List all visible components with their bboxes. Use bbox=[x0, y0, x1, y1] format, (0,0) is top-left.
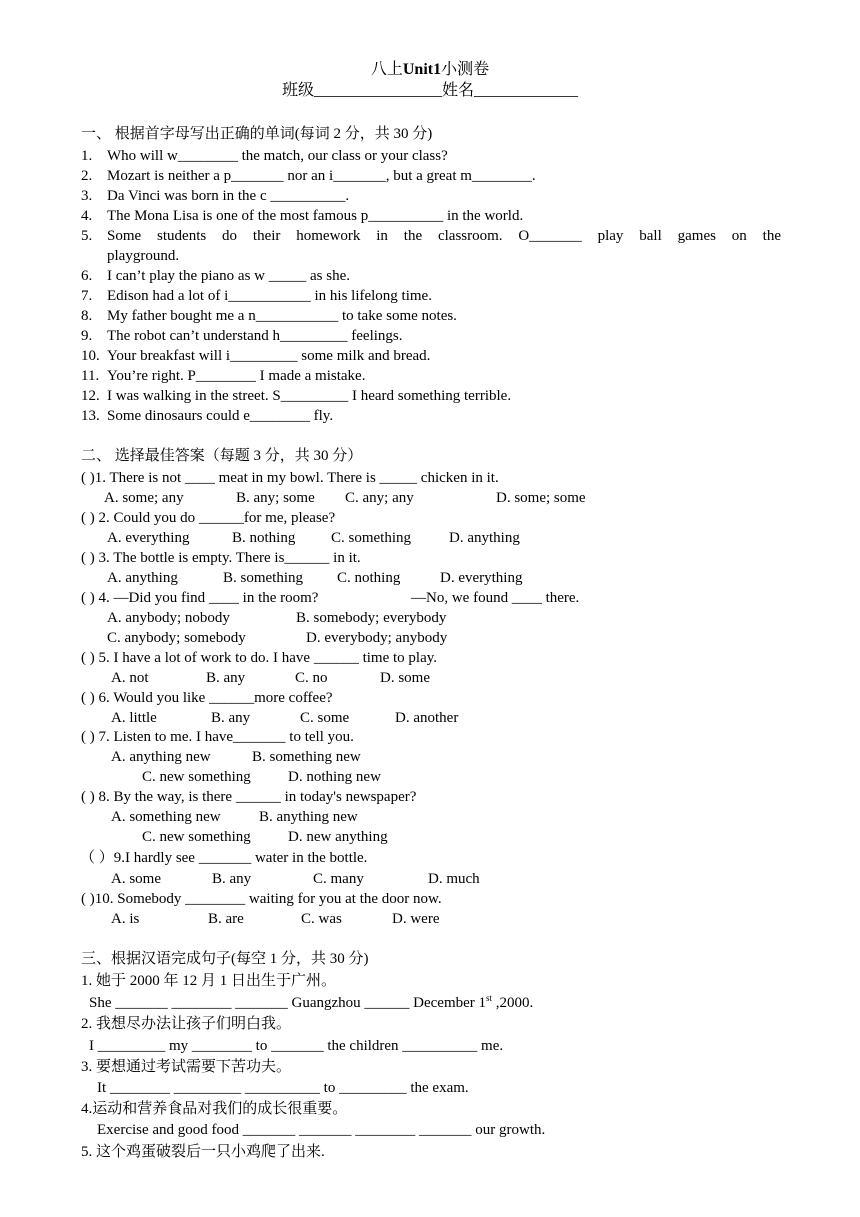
section3-heading: 三、根据汉语完成句子(每空 1 分，共 30 分) bbox=[81, 951, 369, 967]
item-text: I can’t play the piano as w _____ as she. bbox=[107, 268, 350, 284]
item-text: Mozart is neither a p_______ nor an i_______, but a great m________. bbox=[107, 168, 536, 184]
question-2: ( ) 2. Could you do ______for me, please? bbox=[81, 510, 336, 526]
option-c: C. some bbox=[300, 710, 350, 726]
option-a: A. anything bbox=[107, 570, 178, 586]
item-text: My father bought me a n___________ to take some notes. bbox=[107, 308, 457, 324]
page-title bbox=[0, 60, 860, 80]
item-text: The robot can’t understand h_________ feelings. bbox=[107, 328, 403, 344]
section1-heading: 一、 根据首字母写出正确的单词(每词 2 分，共 30 分) bbox=[81, 126, 433, 142]
option-d: D. were bbox=[392, 911, 440, 927]
option-d: D. some; some bbox=[496, 490, 586, 506]
option-d: D. another bbox=[395, 710, 459, 726]
item-number: 9. bbox=[81, 328, 93, 344]
sentence-2-chinese: 2. 我想尽办法让孩子们明白我。 bbox=[81, 1016, 292, 1032]
item-text: Your breakfast will i_________ some milk and bread. bbox=[107, 348, 431, 364]
item-text: Da Vinci was born in the c __________. bbox=[107, 188, 350, 204]
option-c: C. no bbox=[295, 670, 328, 686]
option-a: A. some bbox=[111, 871, 161, 887]
option-d: D. new anything bbox=[288, 829, 388, 845]
option-c: C. new something bbox=[142, 829, 251, 845]
option-a: A. not bbox=[111, 670, 149, 686]
option-b: B. any bbox=[212, 871, 252, 887]
item-text: Who will w________ the match, our class or your class? bbox=[107, 148, 448, 164]
class-name-field: 班级________________姓名_____________ bbox=[281, 82, 578, 99]
sentence-4-english: Exercise and good food _______ _______ ________ _______ our growth. bbox=[97, 1122, 546, 1138]
item-text: Some students do their homework in the classroom. O_______ play ball games on the bbox=[107, 228, 781, 244]
question-4-reply: —No, we found ____ there. bbox=[411, 590, 580, 606]
item-text: You’re right. P________ I made a mistake. bbox=[107, 368, 366, 384]
option-b: B. are bbox=[208, 911, 244, 927]
sentence-3-chinese: 3. 要想通过考试需要下苦功夫。 bbox=[81, 1059, 292, 1075]
option-c: C. was bbox=[301, 911, 342, 927]
question-1: ( )1. There is not ____ meat in my bowl. There is _____ chicken in it. bbox=[81, 470, 499, 486]
item-number: 4. bbox=[81, 208, 93, 224]
question-3: ( ) 3. The bottle is empty. There is______ in it. bbox=[81, 550, 361, 566]
item-number: 1. bbox=[81, 148, 93, 164]
title-prefix: 八上 bbox=[370, 61, 403, 78]
sentence-1-text: She _______ ________ _______ Guangzhou ______ December 1 bbox=[89, 995, 487, 1011]
question-4-prompt: ( ) 4. —Did you find ____ in the room? bbox=[81, 590, 319, 606]
option-a: A. some; any bbox=[104, 490, 184, 506]
sentence-2-english: I _________ my ________ to _______ the children __________ me. bbox=[89, 1038, 504, 1054]
question-10: ( )10. Somebody ________ waiting for you at the door now. bbox=[81, 891, 442, 907]
question-6: ( ) 6. Would you like ______more coffee? bbox=[81, 690, 333, 706]
option-b: B. any bbox=[206, 670, 246, 686]
sentence-5-chinese: 5. 这个鸡蛋破裂后一只小鸡爬了出来. bbox=[81, 1144, 325, 1160]
option-d: D. anything bbox=[449, 530, 520, 546]
option-c: C. something bbox=[331, 530, 412, 546]
question-7: ( ) 7. Listen to me. I have_______ to tell you. bbox=[81, 729, 354, 745]
question-9: （ ）9.I hardly see _______ water in the bottle. bbox=[80, 850, 368, 866]
option-b: B. any bbox=[211, 710, 251, 726]
sentence-1-chinese: 1. 她于 2000 年 12 月 1 日出生于广州。 bbox=[81, 973, 337, 989]
option-c: C. anybody; somebody bbox=[107, 630, 246, 646]
option-d: D. nothing new bbox=[288, 769, 381, 785]
option-c: C. new something bbox=[142, 769, 251, 785]
sentence-1-tail: ,2000. bbox=[492, 995, 534, 1011]
section2-heading: 二、 选择最佳答案（每题 3 分，共 30 分） bbox=[81, 448, 363, 464]
option-d: D. some bbox=[380, 670, 430, 686]
sentence-4-chinese: 4.运动和营养食品对我们的成长很重要。 bbox=[81, 1101, 348, 1117]
option-c: C. nothing bbox=[337, 570, 401, 586]
item-text: The Mona Lisa is one of the most famous p__________ in the world. bbox=[107, 208, 524, 224]
item-number: 5. bbox=[81, 228, 93, 244]
item-number: 8. bbox=[81, 308, 93, 324]
sentence-1-english bbox=[89, 993, 533, 1013]
option-d: D. everything bbox=[440, 570, 523, 586]
item-text: Some dinosaurs could e________ fly. bbox=[107, 408, 334, 424]
item-number: 10. bbox=[81, 348, 100, 364]
item-number: 6. bbox=[81, 268, 93, 284]
option-a: A. little bbox=[111, 710, 157, 726]
option-b: B. somebody; everybody bbox=[296, 610, 447, 626]
option-a: A. anything new bbox=[111, 749, 211, 765]
option-b: B. anything new bbox=[259, 809, 358, 825]
item-number: 11. bbox=[81, 368, 100, 384]
option-b: B. something bbox=[223, 570, 304, 586]
title-suffix: 小测卷 bbox=[441, 61, 490, 78]
question-8: ( ) 8. By the way, is there ______ in today's newspaper? bbox=[81, 789, 417, 805]
title-unit: Unit1 bbox=[402, 61, 442, 78]
option-a: A. anybody; nobody bbox=[107, 610, 230, 626]
option-d: D. much bbox=[428, 871, 480, 887]
item-number: 3. bbox=[81, 188, 93, 204]
item-number: 13. bbox=[81, 408, 100, 424]
question-5: ( ) 5. I have a lot of work to do. I have ______ time to play. bbox=[81, 650, 438, 666]
item-number: 7. bbox=[81, 288, 93, 304]
option-a: A. everything bbox=[107, 530, 190, 546]
item-number: 2. bbox=[81, 168, 93, 184]
sentence-3-english: It ________ _________ __________ to _________ the exam. bbox=[97, 1080, 469, 1096]
ordinal-suffix: st bbox=[486, 993, 493, 1003]
option-a: A. something new bbox=[111, 809, 221, 825]
option-c: C. any; any bbox=[345, 490, 414, 506]
option-c: C. many bbox=[313, 871, 364, 887]
option-b: B. any; some bbox=[236, 490, 315, 506]
item-number: 12. bbox=[81, 388, 100, 404]
option-a: A. is bbox=[111, 911, 140, 927]
option-d: D. everybody; anybody bbox=[306, 630, 448, 646]
option-b: B. something new bbox=[252, 749, 361, 765]
item-text: I was walking in the street. S_________ I heard something terrible. bbox=[107, 388, 512, 404]
item-text: playground. bbox=[107, 248, 180, 264]
option-b: B. nothing bbox=[232, 530, 296, 546]
item-text: Edison had a lot of i___________ in his lifelong time. bbox=[107, 288, 432, 304]
